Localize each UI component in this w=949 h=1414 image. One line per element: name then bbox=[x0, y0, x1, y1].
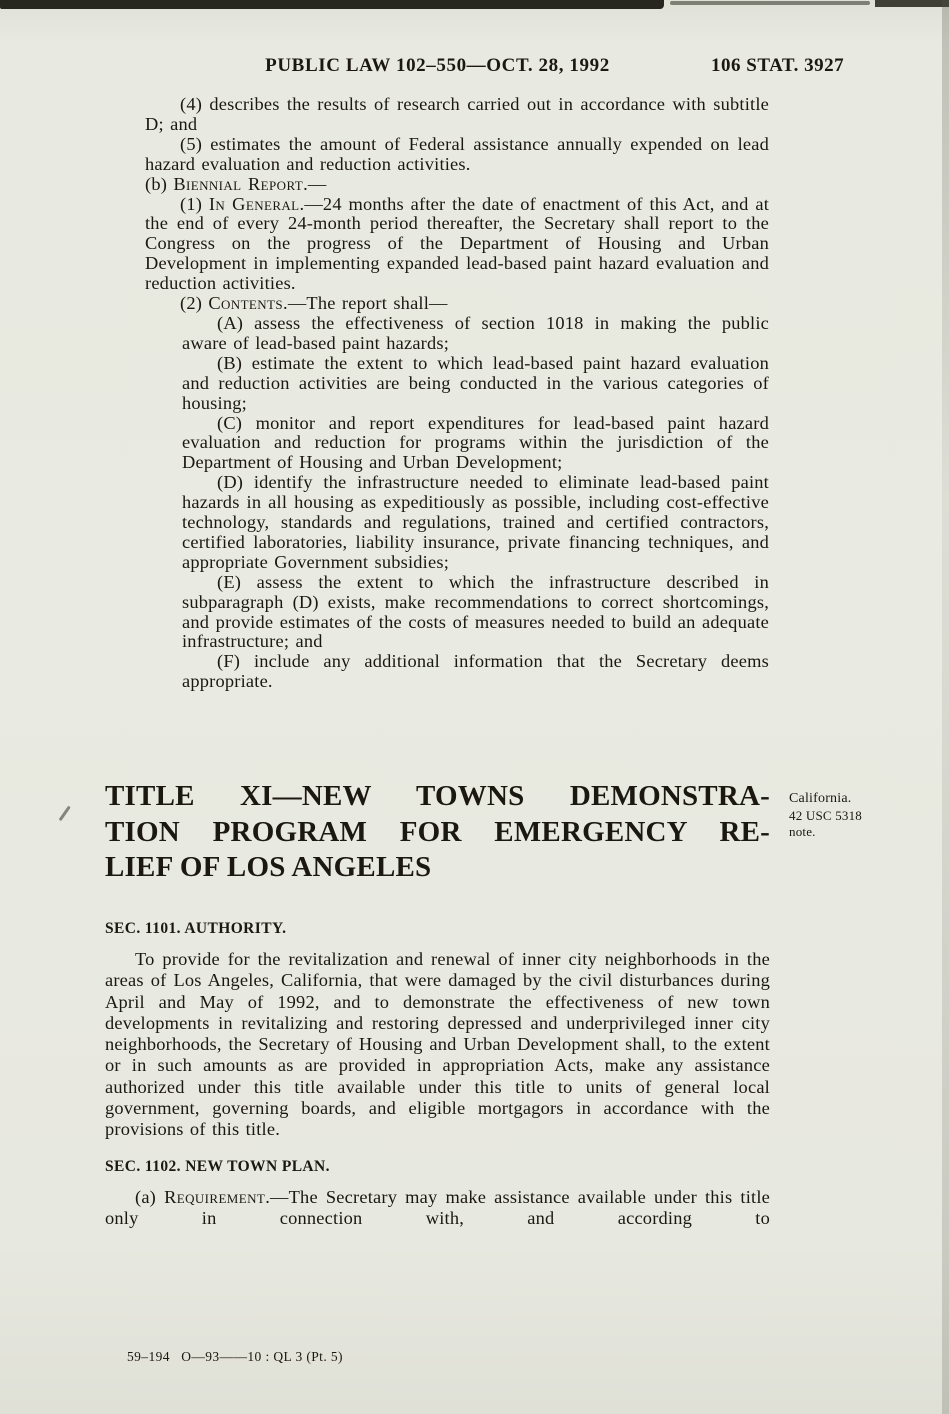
text-segment: (2) bbox=[180, 293, 209, 314]
scan-edge-artifact bbox=[0, 0, 664, 9]
subparagraph-e: (E) assess the extent to which the infrastructure described in subparagraph (D) exists, make recommendations to correct shortcomings, and provide estimates of the costs of measures needed to build an adequate infrastructure; and bbox=[182, 571, 769, 652]
subparagraph-c: (C) monitor and report expenditures for lead-based paint hazard evaluation and reduction for programs within the jurisdiction of the Department of Housing and Urban Development; bbox=[182, 412, 769, 473]
subsection-b bbox=[145, 175, 769, 195]
lead-subsection-block bbox=[145, 95, 769, 692]
text-segment: (a) bbox=[135, 1186, 165, 1207]
title-xi-heading bbox=[105, 779, 770, 886]
title-line-1: TITLE XI—NEW TOWNS DEMONSTRA- bbox=[105, 780, 770, 812]
running-head-stat-number: 106 STAT. 3927 bbox=[711, 55, 845, 76]
margin-note-note-word: note. bbox=[789, 824, 816, 839]
subparagraph-f: (F) include any additional information that the Secretary deems appropriate. bbox=[182, 651, 769, 692]
margin-note-usc-citation: 42 USC 5318 bbox=[789, 807, 862, 823]
sec-1102-subsection-a bbox=[105, 1187, 770, 1230]
text-segment: .—The Secretary may make assistance available under this title only in connection with, and according to bbox=[105, 1186, 770, 1228]
paragraph-1-in-general bbox=[145, 195, 769, 295]
text-segment: .—The report shall— bbox=[283, 293, 448, 314]
subparagraph-d: (D) identify the infrastructure needed to eliminate lead-based paint hazards in all housing as expeditiously as possible, including cost-effective technology, standards and regulations, trained and certified contractors, certified laboratories, liability insurance, private financing techniques, and appropriate Government subsidies; bbox=[182, 472, 769, 572]
title-line-2: TION PROGRAM FOR EMERGENCY RE- bbox=[105, 815, 770, 848]
sec-1102-heading: SEC. 1102. NEW TOWN PLAN. bbox=[105, 1157, 330, 1175]
clause-5: (5) estimates the amount of Federal assistance annually expended on lead hazard evaluation and reduction activities. bbox=[145, 133, 769, 174]
text-segment: (b) bbox=[145, 173, 174, 194]
scan-slash-artifact bbox=[59, 806, 71, 821]
print-code-footer: 59–194 O—93——10 : QL 3 (Pt. 5) bbox=[127, 1349, 343, 1364]
text-segment: .— bbox=[303, 173, 327, 194]
clause-4: (4) describes the results of research carried out in accordance with subtitle D; and bbox=[145, 94, 769, 134]
smallcaps-label: Biennial Report bbox=[173, 173, 304, 194]
text-segment: .—24 months after the date of enactment of this Act, and at the end of every 24-month period thereafter, the Secretary shall report to the Congress on the progress of the Department of Housing and Urban Development in implementing expanded lead-based paint hazard evaluation and reduction activities. bbox=[145, 193, 769, 294]
sec-1101-heading: SEC. 1101. AUTHORITY. bbox=[105, 920, 287, 937]
scan-edge-artifact bbox=[670, 1, 870, 5]
sec-1101-body: To provide for the revitalization and renewal of inner city neighborhoods in the areas of Los Angeles, California, that were damaged by the civil disturbances during April and May of 1992, and to demonstrate the effectiveness of new town developments in revitalizing and restoring depressed and underprivileged inner city neighborhoods, the Secretary of Housing and Urban Development shall, to the extent or in such amounts as are provided in appropriation Acts, make any assistance authorized under this title available under this title to units of general local government, governing boards, and eligible mortgagors in accordance with the provisions of this title. bbox=[105, 949, 770, 1140]
subparagraph-b: (B) estimate the extent to which lead-based paint hazard evaluation and reduction activities are being conducted in the various categories of housing; bbox=[182, 352, 769, 413]
smallcaps-label: Contents bbox=[208, 293, 284, 314]
smallcaps-label: In General bbox=[208, 193, 300, 214]
margin-note-state: California. bbox=[789, 791, 852, 806]
subparagraph-a: (A) assess the effectiveness of section 1018 in making the public aware of lead-based paint hazards; bbox=[182, 312, 769, 353]
title-line-3: LIEF OF LOS ANGELES bbox=[105, 851, 432, 883]
running-head-law: PUBLIC LAW 102–550—OCT. 28, 1992 bbox=[265, 55, 610, 76]
smallcaps-label: Requirement bbox=[164, 1186, 266, 1207]
sections-block bbox=[105, 920, 770, 1229]
scan-edge-artifact bbox=[875, 0, 949, 7]
scan-edge-artifact bbox=[942, 0, 949, 1414]
paragraph-2-contents bbox=[145, 294, 769, 314]
margin-note bbox=[789, 791, 941, 841]
text-segment: (1) bbox=[180, 193, 209, 214]
